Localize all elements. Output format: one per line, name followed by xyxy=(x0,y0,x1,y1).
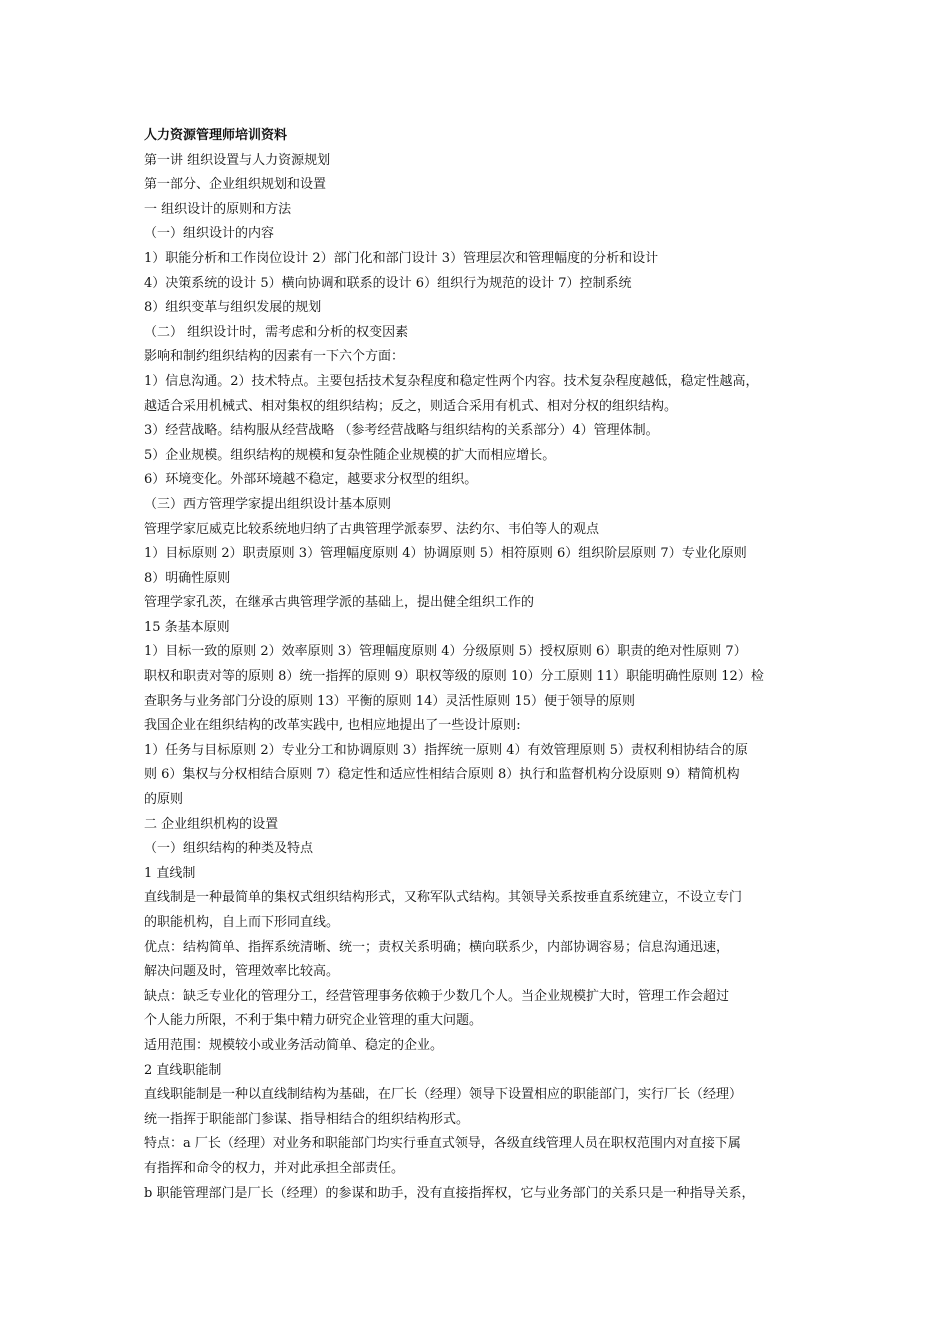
text-line: 1 直线制 xyxy=(144,865,196,881)
text-line: （三）西方管理学家提出组织设计基本原则 xyxy=(144,496,392,512)
text-line: 6）环境变化。外部环境越不稳定，越要求分权型的组织。 xyxy=(144,472,478,488)
text-line: （一）组织结构的种类及特点 xyxy=(144,841,314,857)
text-line: 1）任务与目标原则 2）专业分工和协调原则 3）指挥统一原则 4）有效管理原则 5）责权利相协结合的原 xyxy=(144,742,748,758)
text-line: （一）组织设计的内容 xyxy=(144,226,275,242)
text-line: 查职务与业务部门分设的原则 13）平衡的原则 14）灵活性原则 15）便于领导的原则 xyxy=(144,693,636,709)
text-line: 5）企业规模。组织结构的规模和复杂性随企业规模的扩大而相应增长。 xyxy=(144,447,556,463)
text-line: 一 组织设计的原则和方法 xyxy=(144,201,292,217)
text-line: 8）组织变革与组织发展的规划 xyxy=(144,300,322,316)
text-line: 1）目标原则 2）职责原则 3）管理幅度原则 4）协调原则 5）相符原则 6）组织阶层原则 7）专业化原则 xyxy=(144,546,747,562)
text-line: 1）目标一致的原则 2）效率原则 3）管理幅度原则 4）分级原则 5）授权原则 6）职责的绝对性原则 7） xyxy=(144,644,747,660)
text-line: b 职能管理部门是厂长（经理）的参谋和助手，没有直接指挥权，它与业务部门的关系只是一种指导关系， xyxy=(144,1185,755,1201)
text-line: 影响和制约组织结构的因素有一下六个方面： xyxy=(144,349,405,365)
text-line: 二 企业组织机构的设置 xyxy=(144,816,279,832)
text-line: 越适合采用机械式、相对集权的组织结构；反之，则适合采用有机式、相对分权的组织结构。 xyxy=(144,398,678,414)
text-line: 特点：a 厂长（经理）对业务和职能部门均实行垂直式领导，各级直线管理人员在职权范围内对直接下属 xyxy=(144,1136,741,1152)
text-line: 8）明确性原则 xyxy=(144,570,231,586)
text-line: 有指挥和命令的权力，并对此承担全部责任。 xyxy=(144,1160,405,1176)
text-line: 1）信息沟通。2）技术特点。主要包括技术复杂程度和稳定性两个内容。技术复杂程度越低，稳定性越高， xyxy=(144,373,759,389)
text-line: 直线职能制是一种以直线制结构为基础，在厂长（经理）领导下设置相应的职能部门，实行厂长（经理） xyxy=(144,1087,743,1103)
document-body xyxy=(144,149,814,1207)
document-title: 人力资源管理师培训资料 xyxy=(144,128,288,143)
text-line: 统一指挥于职能部门参谋、指导相结合的组织结构形式。 xyxy=(144,1111,470,1127)
text-line: 2 直线职能制 xyxy=(144,1062,222,1078)
text-line: 管理学家厄威克比较系统地归纳了古典管理学派泰罗、法约尔、韦伯等人的观点 xyxy=(144,521,600,537)
text-line: 直线制是一种最简单的集权式组织结构形式，又称军队式结构。其领导关系按垂直系统建立，不设立专门 xyxy=(144,890,743,906)
text-line: 则 6）集权与分权相结合原则 7）稳定性和适应性相结合原则 8）执行和监督机构分设原则 9）精简机构 xyxy=(144,767,740,783)
text-line: 的原则 xyxy=(144,792,184,808)
text-line: 适用范围：规模较小或业务活动简单、稳定的企业。 xyxy=(144,1037,444,1053)
text-line: 15 条基本原则 xyxy=(144,619,230,635)
text-line: 职权和职责对等的原则 8）统一指挥的原则 9）职权等级的原则 10）分工原则 11）职能明确性原则 12）检 xyxy=(144,669,764,685)
text-line: 4）决策系统的设计 5）横向协调和联系的设计 6）组织行为规范的设计 7）控制系统 xyxy=(144,275,632,291)
text-line: 第一讲 组织设置与人力资源规划 xyxy=(144,152,331,168)
text-line: 缺点：缺乏专业化的管理分工，经营管理事务依赖于少数几个人。当企业规模扩大时，管理工作会超过 xyxy=(144,988,730,1004)
text-line: 解决问题及时，管理效率比较高。 xyxy=(144,964,340,980)
document-page xyxy=(144,124,814,1206)
text-line: 优点：结构简单、指挥系统清晰、统一；责权关系明确；横向联系少，内部协调容易；信息沟通迅速， xyxy=(144,939,730,955)
text-line: 3）经营战略。结构服从经营战略 （参考经营战略与组织结构的关系部分）4）管理体制。 xyxy=(144,423,659,439)
text-line: 的职能机构，自上而下形同直线。 xyxy=(144,915,340,930)
text-line: （二） 组织设计时，需考虑和分析的权变因素 xyxy=(144,324,409,340)
text-line: 个人能力所限，不利于集中精力研究企业管理的重大问题。 xyxy=(144,1013,483,1029)
text-line: 第一部分、企业组织规划和设置 xyxy=(144,177,327,193)
text-line: 我国企业在组织结构的改革实践中, 也相应地提出了一些设计原则: xyxy=(144,718,521,734)
text-line: 管理学家孔茨，在继承古典管理学派的基础上，提出健全组织工作的 xyxy=(144,595,535,611)
text-line: 1）职能分析和工作岗位设计 2）部门化和部门设计 3）管理层次和管理幅度的分析和设计 xyxy=(144,250,659,266)
